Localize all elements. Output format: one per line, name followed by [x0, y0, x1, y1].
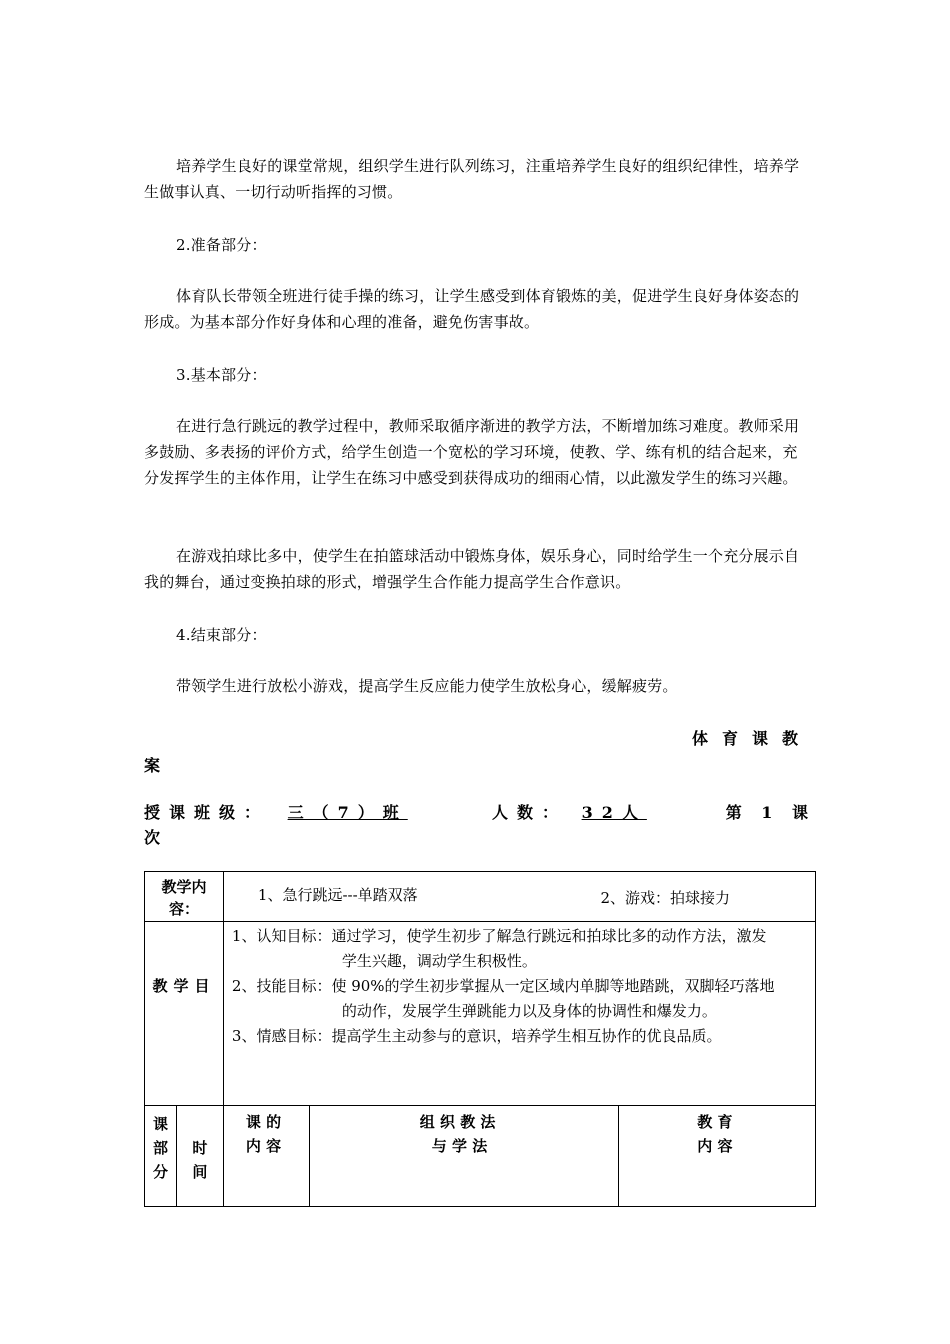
paragraph-preparation: 体育队长带领全班进行徒手操的练习，让学生感受到体育锻炼的美，促进学生良好身体姿态的形成。为基本部分作好身体和心理的准备，避免伤害事故。 — [144, 287, 800, 331]
col-method-header — [309, 1106, 619, 1207]
col-content-l2: 内 容 — [245, 1137, 282, 1155]
goal-skill-line2: 的动作，发展学生弹跳能力以及身体的协调性和爆发力。 — [341, 1002, 717, 1020]
col-part-header — [145, 1106, 177, 1207]
lesson-plan-title-line1: 体育课教 — [691, 729, 812, 748]
lesson-number-line1: 第 1 课 — [725, 803, 812, 822]
paragraph-game: 在游戏拍球比多中，使学生在拍篮球活动中锻炼身体，娱乐身心，同时给学生一个充分展示自我的舞台，通过变换拍球的形式，增强学生合作能力提高学生合作意识。 — [144, 547, 800, 591]
lesson-plan-title-line2: 案 — [144, 756, 171, 775]
content-row — [145, 872, 816, 922]
class-value: 三（7）班 — [287, 803, 408, 822]
goal-cognitive-line2: 学生兴趣，调动学生积极性。 — [341, 952, 537, 970]
goals-cell — [223, 922, 815, 1106]
col-method-l2: 与 学 法 — [431, 1137, 488, 1155]
col-content-header — [223, 1106, 309, 1207]
content-label: 教学内容： — [145, 872, 224, 922]
student-count — [492, 800, 647, 823]
header-row — [145, 1106, 816, 1207]
lesson-number-line2: 次 — [144, 828, 170, 847]
section-heading-preparation: 2.准备部分： — [176, 236, 267, 254]
content-item-1: 1、急行跳远---单踏双落 — [257, 886, 418, 904]
goals-row — [145, 922, 816, 1106]
class-label: 授课班级： — [144, 803, 270, 822]
col-edu-header — [619, 1106, 816, 1207]
class-info — [144, 800, 408, 823]
goal-skill-line1: 2、技能目标：使 90%的学生初步掌握从一定区域内单脚等地踏跳，双脚轻巧落地 — [231, 977, 775, 995]
col-part-text: 课部分 — [152, 1115, 168, 1181]
paragraph-routine: 培养学生良好的课堂常规，组织学生进行队列练习，注重培养学生良好的组织纪律性，培养学生做事认真、一切行动听指挥的习惯。 — [144, 157, 800, 201]
content-item-2: 2、游戏：拍球接力 — [600, 888, 731, 907]
col-content-l1: 课 的 — [245, 1113, 282, 1131]
goals-label: 教学目 — [145, 922, 224, 1106]
content-cell — [223, 872, 815, 922]
col-time-text: 时间 — [192, 1139, 208, 1181]
section-heading-ending: 4.结束部分： — [176, 626, 267, 644]
count-value: 32人 — [581, 803, 647, 822]
paragraph-basic-teaching: 在进行急行跳远的教学过程中，教师采取循序渐进的教学方法，不断增加练习难度。教师采用多鼓励、多表扬的评价方式，给学生创造一个宽松的学习环境，使教、学、练有机的结合起来，充分发挥学生的主体作用，让学生在练习中感受到获得成功的细雨心情，以此激发学生的练习兴趣。 — [144, 417, 800, 487]
count-label: 人数： — [492, 803, 568, 822]
paragraph-ending: 带领学生进行放松小游戏，提高学生反应能力使学生放松身心，缓解疲劳。 — [176, 677, 678, 695]
goal-cognitive-line1: 1、认知目标：通过学习，使学生初步了解急行跳远和拍球比多的动作方法，激发 — [231, 927, 767, 945]
section-heading-basic: 3.基本部分： — [176, 366, 267, 384]
col-edu-l2: 内 容 — [697, 1137, 733, 1155]
col-time-header — [176, 1106, 223, 1207]
col-method-l1: 组 织 教 法 — [419, 1113, 496, 1131]
col-edu-l1: 教 育 — [697, 1113, 733, 1131]
goal-affective: 3、情感目标：提高学生主动参与的意识，培养学生相互协作的优良品质。 — [231, 1027, 722, 1045]
lesson-plan-table — [144, 871, 816, 1207]
